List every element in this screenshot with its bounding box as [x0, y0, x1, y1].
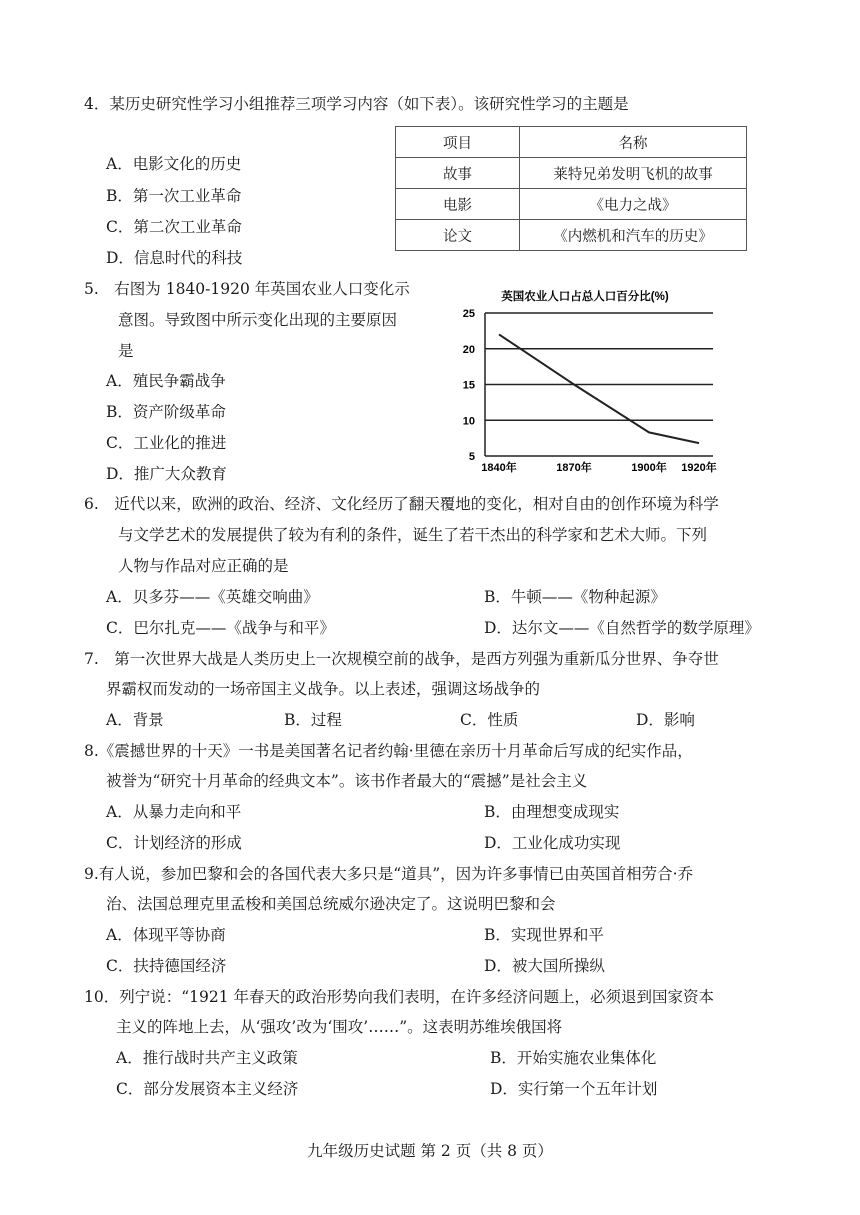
q6-option-a: A．贝多芬——《英雄交响曲》: [106, 588, 319, 606]
x-tick-label: 1840年: [481, 462, 517, 474]
table-cell: 故事: [396, 158, 520, 189]
table-cell: 《内燃机和汽车的历史》: [520, 220, 747, 251]
x-tick-label: 1870年: [556, 462, 592, 474]
chart-title: 英国农业人口占总人口百分比(%): [501, 291, 669, 303]
q4-stem: 4．某历史研究性学习小组推荐三项学习内容（如下表）。该研究性学习的主题是: [84, 95, 629, 113]
series-line: [499, 334, 699, 443]
q10-stem-line-1: 10．列宁说：“1921 年春天的政治形势向我们表明，在许多经济问题上，必须退到国家资本: [84, 988, 715, 1006]
q8-option-a: A．从暴力走向和平: [106, 803, 242, 821]
q5-option-d: D．推广大众教育: [106, 465, 227, 483]
q10-stem-line-2: 主义的阵地上去，从‘强攻’改为‘围攻’……”。这表明苏维埃俄国将: [116, 1018, 563, 1036]
x-tick-label: 1900年: [631, 462, 667, 474]
q9-option-a: A．体现平等协商: [106, 926, 226, 944]
agricultural-population-chart: [445, 283, 725, 478]
table-row: [396, 220, 747, 251]
q10-option-c: C．部分发展资本主义经济: [116, 1080, 299, 1098]
q9-stem-line-1: 9.有人说，参加巴黎和会的各国代表大多只是“道具”，因为许多事情已由英国首相劳合·乔: [84, 865, 694, 883]
table-header-cell: 名称: [520, 127, 747, 158]
q6-stem-line-2: 与文学艺术的发展提供了较为有利的条件，诞生了若干杰出的科学家和艺术大师。下列: [118, 526, 708, 544]
q7-stem-line-2: 界霸权而发动的一场帝国主义战争。以上表述，强调这场战争的: [106, 680, 541, 698]
q7-option-b: B．过程: [284, 711, 342, 729]
table-cell: 《电力之战》: [520, 189, 747, 220]
q9-option-b: B．实现世界和平: [484, 926, 604, 944]
q4-option-a: A．电影文化的历史: [106, 155, 242, 173]
q10-option-d: D．实行第一个五年计划: [490, 1080, 658, 1098]
q10-option-a: A．推行战时共产主义政策: [116, 1049, 298, 1067]
q6-stem-line-3: 人物与作品对应正确的是: [118, 557, 289, 575]
q9-option-c: C．扶持德国经济: [106, 957, 227, 975]
q7-option-a: A．背景: [106, 711, 164, 729]
q4-option-c: C．第二次工业革命: [106, 218, 242, 236]
q9-stem-line-2: 治、法国总理克里孟梭和美国总统威尔逊决定了。这说明巴黎和会: [106, 895, 556, 913]
q6-option-b: B．牛顿——《物种起源》: [484, 588, 666, 606]
q5-stem-line-3: 是: [118, 342, 134, 360]
table-header-row: [396, 127, 747, 158]
q7-option-c: C．性质: [460, 711, 519, 729]
y-tick-label: 20: [462, 343, 475, 356]
q8-option-b: B．由理想变成现实: [484, 803, 620, 821]
table-cell: 电影: [396, 189, 520, 220]
q5-option-a: A．殖民争霸战争: [106, 372, 226, 390]
q6-stem-line-1: 6. 近代以来，欧洲的政治、经济、文化经历了翻天覆地的变化，相对自由的创作环境为科学: [84, 495, 719, 513]
q5-option-c: C．工业化的推进: [106, 434, 227, 452]
q7-stem-line-1: 7. 第一次世界大战是人类历史上一次规模空前的战争，是西方列强为重新瓜分世界、争夺世: [84, 650, 719, 668]
y-tick-label: 15: [462, 379, 475, 392]
q4-table: [395, 126, 747, 251]
q5-stem-line-2: 意图。导致图中所示变化出现的主要原因: [118, 311, 398, 329]
x-tick-label: 1920年: [681, 462, 717, 474]
q6-option-c: C．巴尔扎克——《战争与和平》: [106, 619, 335, 637]
q7-option-d: D．影响: [636, 711, 695, 729]
y-tick-label: 25: [462, 308, 475, 320]
page-footer: 九年级历史试题 第 2 页（共 8 页）: [307, 1142, 553, 1160]
q4-option-b: B．第一次工业革命: [106, 187, 242, 205]
table-cell: 莱特兄弟发明飞机的故事: [520, 158, 747, 189]
q8-stem-line-1: 8.《震撼世界的十天》一书是美国著名记者约翰·里德在亲历十月革命后写成的纪实作品，: [84, 742, 693, 760]
table-row: [396, 189, 747, 220]
q4-option-d: D．信息时代的科技: [106, 249, 243, 267]
q9-option-d: D．被大国所操纵: [484, 957, 605, 975]
table-cell: 论文: [396, 220, 520, 251]
q10-option-b: B．开始实施农业集体化: [490, 1049, 657, 1067]
table-header-cell: 项目: [396, 127, 520, 158]
q8-option-c: C．计划经济的形成: [106, 834, 242, 852]
q8-option-d: D．工业化成功实现: [484, 834, 621, 852]
table-row: [396, 158, 747, 189]
q6-option-d: D．达尔文——《自然哲学的数学原理》: [484, 619, 760, 637]
q5-option-b: B．资产阶级革命: [106, 403, 226, 421]
y-tick-label: 5: [468, 451, 475, 463]
q5-stem-line-1: 5. 右图为 1840-1920 年英国农业人口变化示: [84, 280, 410, 298]
q8-stem-line-2: 被誉为“研究十月革命的经典文本”。该书作者最大的“震撼”是社会主义: [106, 772, 588, 790]
y-tick-label: 10: [462, 415, 475, 428]
